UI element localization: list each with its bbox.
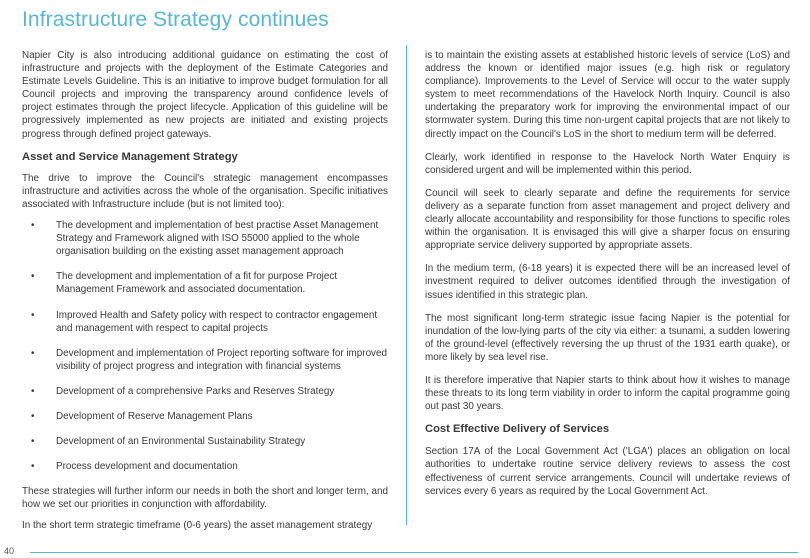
list-item-text: The development and implementation of best practise Asset Management Strategy and Framework aligned with ISO 55000 applied to the whole organisation building on the existing asset management approach xyxy=(56,220,379,258)
cost-effective-heading: Cost Effective Delivery of Services xyxy=(425,423,610,436)
drive-paragraph: The drive to improve the Council's strategic management encompasses infrastructure and activities across the whole of the organisation. Specific initiatives associated with Infrastructure include (but is not limited too): xyxy=(22,172,388,210)
list-item xyxy=(22,460,388,473)
bullet-icon: • xyxy=(31,461,35,473)
list-item-text: Process development and documentation xyxy=(56,461,238,473)
after-bullets-paragraph: These strategies will further inform our needs in both the short and longer term, and how we set our priorities in conjunction with affordability. xyxy=(22,486,388,511)
list-item-text: Development of Reserve Management Plans xyxy=(56,410,253,422)
medium-term-paragraph: In the medium term, (6-18 years) it is expected there will be an increased level of investment required to deliver outcomes identified through the investigation of issues identified in this strategic plan. xyxy=(425,263,790,301)
page-title: Infrastructure Strategy continues xyxy=(22,8,329,31)
bullet-icon: • xyxy=(31,271,35,283)
list-item-text: Development of an Environmental Sustainability Strategy xyxy=(56,436,306,448)
footer-rule xyxy=(30,552,798,553)
maintain-assets-paragraph: is to maintain the existing assets at established historic levels of service (LoS) and address the known or identified major issues (e.g. high risk or regulatory compliance). Improvements to the Level of Service will occur to the water supply system to meet recommendations of the Havelock North Inquiry. Council is also undertaking the preparatory work for improving the environmental impact of our stormwater system. During this time non-urgent capital projects that are not likely to directly impact on the Council's LoS in the short to medium term will be deferred. xyxy=(425,50,790,140)
list-item xyxy=(22,435,388,448)
list-item xyxy=(22,270,388,296)
list-item-text: The development and implementation of a fit for purpose Project Management Framework and associated documentation. xyxy=(56,271,338,296)
bullet-icon: • xyxy=(31,347,35,359)
list-item xyxy=(22,410,388,423)
list-item xyxy=(22,347,388,373)
list-item-text: Improved Health and Safety policy with respect to contractor engagement and management with respect to capital projects xyxy=(56,309,378,334)
havelock-paragraph: Clearly, work identified in response to the Havelock North Water Enquiry is considered urgent and will be implemented within this period. xyxy=(425,151,790,176)
list-item-text: Development of a comprehensive Parks and Reserves Strategy xyxy=(56,385,335,397)
list-item-text: Development and implementation of Project reporting software for improved visibility of project progress and integration with financial systems xyxy=(56,347,387,372)
long-term-paragraph: The most significant long-term strategic issue facing Napier is the potential for inundation of the low-lying parts of the city via either: a tsunami, a sudden lowering of the ground-level (effectively reversing the up thrust of the 1931 earth quake), or more likely by sea level rise. xyxy=(425,312,790,363)
bullet-icon: • xyxy=(31,410,35,422)
list-item xyxy=(22,219,388,258)
list-item xyxy=(22,385,388,398)
short-term-paragraph: In the short term strategic timeframe (0-6 years) the asset management strategy xyxy=(22,520,373,532)
imperative-paragraph: It is therefore imperative that Napier starts to think about how it wishes to manage these threats to its long term viability in order to inform the capital programme going out past 30 years. xyxy=(425,374,790,413)
bullet-icon: • xyxy=(31,385,35,397)
initiatives-list xyxy=(22,219,388,473)
right-column xyxy=(425,49,790,508)
asset-strategy-heading: Asset and Service Management Strategy xyxy=(22,150,238,163)
section-17a-paragraph: Section 17A of the Local Government Act ('LGA') places an obligation on local authorities to undertake routine service delivery reviews to assess the cost effectiveness of current service arrangements. Council will undertake reviews of services every 6 years as required by the Local Government Act. xyxy=(425,446,790,497)
page-number: 40 xyxy=(4,546,15,556)
intro-paragraph: Napier City is also introducing additional guidance on estimating the cost of infrastructure and projects with the deployment of the Estimate Categories and Estimate Levels Guideline. This is an initiative to improve budget formulation for all Council projects and improving the transparency around confidence levels of project estimates through the project lifecycle. Application of this guideline will be progressively implemented as new projects are initiated and existing projects progress through defined project gateways. xyxy=(22,50,388,140)
bullet-icon: • xyxy=(31,309,35,321)
service-delivery-paragraph: Council will seek to clearly separate and define the requirements for service delivery as a separate function from asset management and project delivery and clearly allocate accountability and responsibility for those functions to specific roles within the organisation. It is envisaged this will give a sharper focus on ensuring appropriate service delivery supported by appropriate assets. xyxy=(425,187,790,252)
list-item xyxy=(22,309,388,335)
bullet-icon: • xyxy=(31,436,35,448)
left-column xyxy=(22,49,388,533)
bullet-icon: • xyxy=(31,220,35,232)
column-divider xyxy=(406,45,407,525)
